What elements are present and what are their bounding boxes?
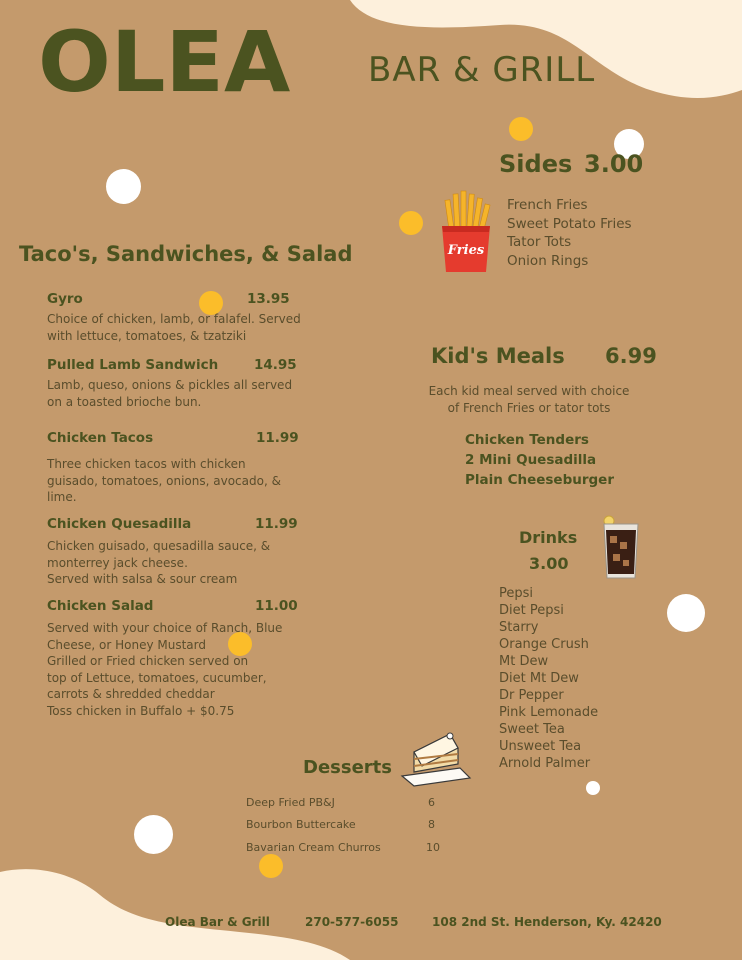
drinks-item: Mt Dew [499, 654, 549, 669]
drinks-item: Starry [499, 620, 539, 635]
item-price: 11.99 [256, 430, 299, 446]
sides-item: Sweet Potato Fries [507, 215, 632, 232]
decor-dot [106, 169, 141, 204]
sides-item: French Fries [507, 197, 588, 213]
item-name: Chicken Quesadilla [47, 516, 192, 532]
item-description: Choice of chicken, lamb, or falafel. Served with lettuce, tomatoes, & tzatziki [47, 312, 301, 343]
item-name: Chicken Salad [47, 598, 154, 614]
drinks-item: Unsweet Tea [499, 739, 582, 754]
drinks-price: 3.00 [529, 554, 569, 573]
drinks-item: Dr Pepper [499, 688, 564, 703]
decor-dot [399, 211, 423, 235]
dessert-price: 8 [428, 818, 435, 831]
kids-heading: Kid's Meals [431, 344, 565, 368]
kids-item: Chicken Tenders [465, 432, 589, 448]
drinks-item: Orange Crush [499, 637, 589, 652]
kids-item: Plain Cheeseburger [465, 472, 615, 488]
cake-slice-icon [400, 728, 472, 788]
decor-dot [259, 854, 283, 878]
drinks-item: Diet Pepsi [499, 603, 564, 618]
item-price: 13.95 [247, 291, 290, 307]
kids-item: 2 Mini Quesadilla [465, 452, 597, 468]
drinks-item: Arnold Palmer [499, 756, 591, 771]
fries-icon [438, 190, 494, 276]
dessert-price: 6 [428, 796, 435, 809]
decor-dot [667, 594, 705, 632]
restaurant-subtitle: BAR & GRILL [368, 50, 596, 90]
item-price: 11.99 [255, 516, 298, 532]
tacos-heading: Taco's, Sandwiches, & Salad [19, 242, 353, 266]
item-description: Three chicken tacos with chicken guisado, tomatoes, onions, avocado, & lime. [47, 457, 281, 504]
dessert-price: 10 [426, 841, 440, 854]
footer-address: 108 2nd St. Henderson, Ky. 42420 [432, 915, 662, 929]
decor-dot [134, 815, 173, 854]
footer-phone: 270-577-6055 [305, 915, 399, 929]
kids-price: 6.99 [605, 344, 657, 368]
soda-glass-icon [598, 512, 644, 584]
restaurant-title: OLEA [38, 13, 291, 111]
drinks-heading: Drinks [519, 528, 578, 547]
decor-dot [509, 117, 533, 141]
sides-item: Onion Rings [507, 253, 589, 270]
dessert-name: Bavarian Cream Churros [246, 841, 381, 854]
kids-note: Each kid meal served with choice of French Fries or tator tots [428, 384, 630, 415]
drinks-item: Pepsi [499, 586, 534, 601]
sides-item: Tator Tots [507, 234, 572, 251]
item-name: Pulled Lamb Sandwich [47, 357, 219, 373]
item-description: Served with your choice of Ranch, Blue Cheese, or Honey Mustard Grilled or Fried chicken served on top of Lettuce, tomatoes, cucumber, carrots & shredded cheddar Toss chicken in Buffalo + $0.75 [47, 621, 283, 718]
item-price: 14.95 [254, 357, 297, 373]
fries-icon-label: Fries [447, 243, 485, 258]
drinks-item: Diet Mt Dew [499, 671, 579, 686]
item-description: Lamb, queso, onions & pickles all served on a toasted brioche bun. [47, 378, 293, 409]
drinks-item: Pink Lemonade [499, 705, 599, 720]
item-name: Chicken Tacos [47, 430, 154, 446]
item-name: Gyro [47, 291, 83, 307]
sides-heading: Sides [499, 150, 573, 178]
item-price: 11.00 [255, 598, 298, 614]
decor-dot [586, 781, 600, 795]
drinks-list [499, 585, 598, 772]
sides-list [507, 196, 632, 271]
sides-price: 3.00 [584, 150, 644, 178]
dessert-name: Deep Fried PB&J [246, 796, 335, 809]
footer-name: Olea Bar & Grill [165, 915, 270, 929]
dessert-name: Bourbon Buttercake [246, 818, 356, 831]
kids-list [465, 430, 614, 490]
item-description: Chicken guisado, quesadilla sauce, & monterrey jack cheese. Served with salsa & sour cream [47, 539, 271, 586]
desserts-heading: Desserts [303, 757, 392, 778]
drinks-item: Sweet Tea [499, 722, 565, 737]
